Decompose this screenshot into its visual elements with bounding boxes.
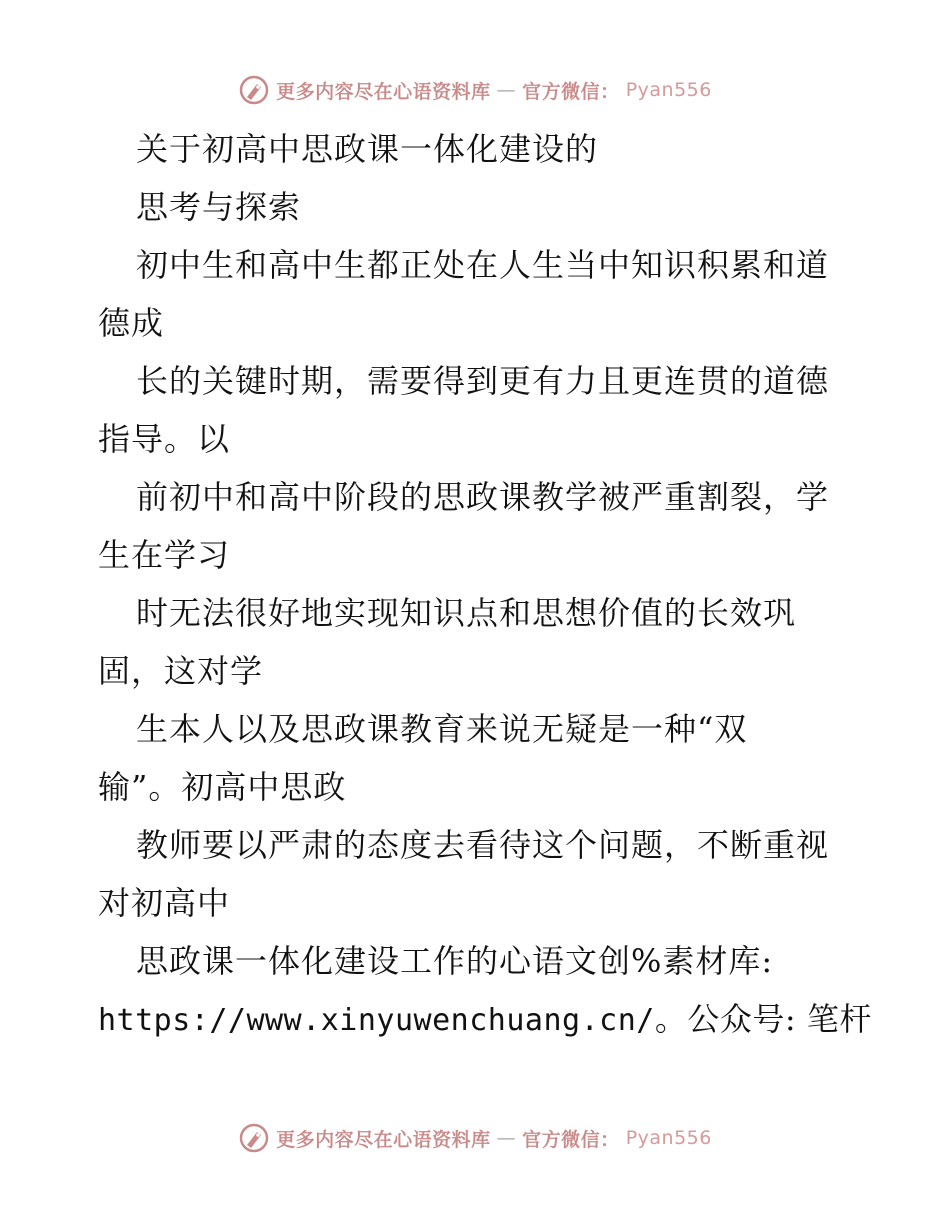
- paragraph-lines: [98, 236, 858, 990]
- paragraph-line: 生本人以及思政课教育来说无疑是一种“双: [136, 710, 748, 748]
- source-url-link[interactable]: https://www.xinyuwenchuang.cn/: [98, 1003, 655, 1038]
- url-line: [98, 990, 872, 1048]
- watermark-official-label: 官方微信：: [522, 1128, 620, 1151]
- paragraph-line: 德成: [98, 304, 165, 342]
- paragraph-line: 长的关键时期，需要得到更有力且更连贯的道德: [136, 362, 830, 400]
- header-watermark: [0, 70, 950, 110]
- paragraph-line: 教师要以严肃的态度去看待这个问题，不断重视: [136, 826, 830, 864]
- watermark-separator: —: [496, 79, 517, 101]
- url-suffix-text: 。公众号: 笔杆: [654, 1000, 872, 1038]
- paragraph-line: 指导。以: [98, 420, 231, 458]
- pen-nib-icon: [238, 1122, 270, 1154]
- watermark-main-text: 更多内容尽在心语资料库: [276, 80, 491, 103]
- paragraph-line: 输”。初高中思政: [98, 768, 347, 806]
- document-body: [98, 120, 872, 1048]
- paragraph-line: 前初中和高中阶段的思政课教学被严重割裂，学: [136, 478, 830, 516]
- paragraph-line: 初中生和高中生都正处在人生当中知识积累和道: [136, 246, 830, 284]
- paragraph-line: 时无法很好地实现知识点和思想价值的长效巩: [136, 594, 797, 632]
- paragraph-line: 固，这对学: [98, 652, 264, 690]
- watermark-official-label: 官方微信：: [522, 80, 620, 103]
- footer-watermark: [0, 1118, 950, 1158]
- paragraph-line: 生在学习: [98, 536, 231, 574]
- document-title-line-1: 关于初高中思政课一体化建设的: [136, 130, 599, 168]
- watermark-main-text: 更多内容尽在心语资料库: [276, 1128, 491, 1151]
- pen-nib-icon: [238, 74, 270, 106]
- document-title-line-2: 思考与探索: [136, 188, 302, 226]
- watermark-wechat-id: Pyan556: [625, 1127, 712, 1149]
- paragraph-line: 对初高中: [98, 884, 231, 922]
- watermark-separator: —: [496, 1127, 517, 1149]
- paragraph-line: 思政课一体化建设工作的心语文创%素材库:: [136, 942, 774, 980]
- watermark-wechat-id: Pyan556: [625, 79, 712, 101]
